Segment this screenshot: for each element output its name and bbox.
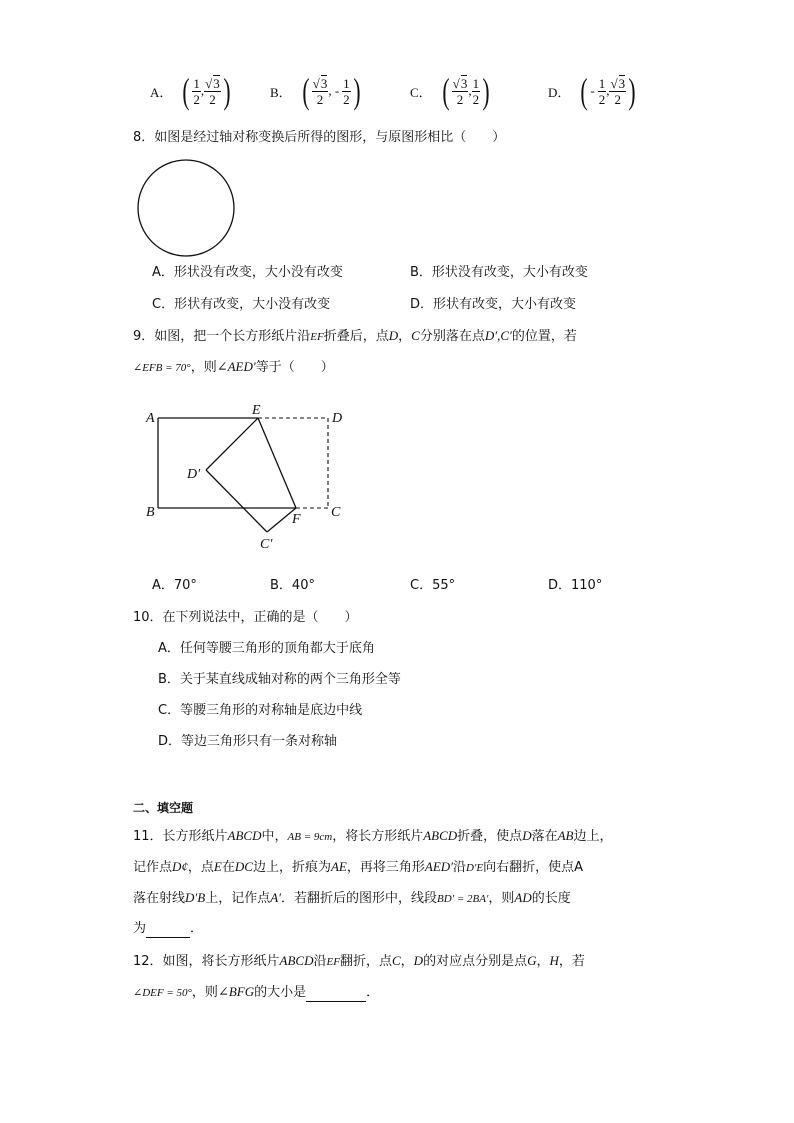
math: D¢: [172, 859, 188, 874]
text: ，点: [187, 860, 214, 875]
fraction: [192, 76, 201, 107]
right-paren: ): [482, 71, 490, 111]
math: D: [413, 953, 424, 968]
q9-option-d[interactable]: D．110°: [548, 578, 603, 593]
q7-option-b[interactable]: [270, 70, 363, 112]
math: C: [391, 953, 401, 968]
math-dc: D′,C′: [484, 328, 512, 343]
q9-option-a[interactable]: A．70°: [152, 578, 197, 593]
answer-blank[interactable]: [306, 987, 366, 1002]
right-paren: ): [353, 71, 361, 111]
minus-sign: -: [590, 83, 595, 98]
label-d: D: [332, 411, 343, 426]
numerator: √3: [312, 75, 328, 91]
q7-option-d[interactable]: [548, 70, 638, 112]
q8-option-b[interactable]: B．形状没有改变，大小有改变: [410, 265, 588, 280]
q10-option-b[interactable]: B．关于某直线成轴对称的两个三角形全等: [158, 672, 401, 687]
radicand: 3: [618, 75, 626, 91]
section-title: 二、填空题: [133, 801, 194, 815]
fraction: [342, 76, 351, 107]
q11-line2: [133, 858, 583, 877]
q7-option-a[interactable]: [150, 70, 233, 112]
text: ，: [398, 329, 412, 344]
text: 分别落在点: [419, 329, 485, 344]
text: ，则: [191, 985, 218, 1000]
text: 的长度: [531, 891, 571, 906]
numerator: 1: [193, 75, 200, 91]
left-paren: (: [442, 71, 450, 111]
text: 为: [133, 921, 147, 936]
circle-shape: [138, 160, 234, 256]
text: 12．如图，将长方形纸片: [133, 954, 280, 969]
text: ，再将三角形: [346, 860, 425, 875]
radicand: 3: [460, 75, 468, 91]
label-e: E: [252, 403, 261, 418]
comma: ,: [468, 83, 472, 98]
text: 落在: [531, 829, 558, 844]
math: A′: [270, 890, 282, 905]
option-letter: A．: [150, 84, 173, 100]
denominator: 2: [343, 91, 350, 107]
fraction: [609, 76, 626, 107]
comma: ,: [200, 83, 205, 98]
math: AB = 9cm: [287, 831, 333, 843]
math: EF: [326, 956, 340, 968]
fraction: [312, 76, 329, 107]
comma: ,: [328, 83, 335, 98]
fraction: [472, 76, 481, 107]
q8-circle-figure: [133, 158, 239, 260]
math: AE: [330, 859, 347, 874]
math-c: C: [411, 328, 420, 343]
math: AD: [514, 890, 532, 905]
option-letter: C．: [410, 84, 432, 100]
math: D′B: [185, 890, 206, 905]
q10-option-a[interactable]: A．任何等腰三角形的顶角都大于底角: [158, 641, 375, 656]
q8-stem: 8．如图是经过轴对称变换后所得的图形，与原图形相比（ ）: [133, 130, 506, 145]
comma: ,: [606, 83, 610, 98]
numerator: √3: [610, 75, 626, 91]
label-d-prime: D′: [187, 467, 201, 482]
math: ∠BFG: [217, 984, 255, 999]
text: 边上，: [573, 829, 613, 844]
math: BD′ = 2BA′: [437, 893, 489, 905]
label-b: B: [146, 505, 155, 520]
text: ，则: [190, 360, 217, 375]
numerator: √3: [452, 75, 468, 91]
q9-option-b[interactable]: B．40°: [270, 578, 315, 593]
math: AB: [557, 828, 574, 843]
q12-line2: [133, 983, 379, 1002]
label-c-prime: C′: [260, 537, 273, 552]
label-f: F: [292, 512, 301, 527]
left-paren: (: [580, 71, 588, 111]
denominator: 2: [614, 91, 622, 107]
math: AED′: [424, 859, 453, 874]
math: D: [522, 828, 532, 843]
denominator: 2: [316, 91, 324, 107]
math-d: D: [388, 328, 399, 343]
math-ask: ∠AED′: [216, 359, 256, 374]
math-ef: EF: [310, 331, 324, 343]
radicand: 3: [213, 75, 220, 91]
math: ABCD: [423, 828, 458, 843]
text: 折叠，使点: [457, 829, 523, 844]
denominator: 2: [598, 91, 606, 107]
q9-stem-line1: [133, 327, 577, 346]
text: 中，: [261, 829, 288, 844]
fraction: [452, 75, 472, 107]
text: 折叠后，点: [323, 329, 389, 344]
text: 9．如图，把一个长方形纸片沿: [133, 329, 311, 344]
q8-option-d[interactable]: D．形状有改变，大小有改变: [410, 297, 577, 312]
text: 记作点: [133, 860, 173, 875]
text: ．若翻折后的图形中，线段: [281, 891, 438, 906]
left-paren: (: [182, 71, 190, 111]
label-a: A: [146, 411, 155, 426]
text: 11．长方形纸片: [133, 829, 228, 844]
math: E: [213, 859, 222, 874]
folded-dc: [206, 470, 267, 532]
q11-line3: [133, 889, 571, 908]
text: ．: [366, 985, 380, 1000]
text: ，: [400, 954, 414, 969]
label-c: C: [331, 505, 341, 520]
left-paren: (: [302, 71, 310, 111]
folded-ed: [206, 418, 258, 470]
denominator: 2: [193, 91, 200, 107]
fraction: [204, 76, 221, 107]
text: 落在射线: [133, 891, 186, 906]
denominator: 2: [456, 91, 464, 107]
q9-fold-figure: [140, 398, 360, 558]
text: 的大小是: [254, 985, 307, 1000]
text: 向右翻折，使点A: [483, 860, 583, 875]
text: ，将长方形纸片: [332, 829, 424, 844]
radicand: 3: [320, 75, 328, 91]
q9-stem-line2: [133, 358, 334, 377]
text: ，若: [558, 954, 585, 969]
right-paren: ): [628, 71, 636, 111]
math: ABCD: [279, 953, 314, 968]
numerator: 1: [598, 75, 606, 91]
text: 翻折，点: [339, 954, 392, 969]
math: DC: [234, 859, 253, 874]
option-letter: D．: [548, 84, 571, 100]
q10-option-d[interactable]: D．等边三角形只有一条对称轴: [158, 734, 338, 749]
q11-line4: [133, 920, 203, 938]
option-letter: B．: [270, 84, 292, 100]
numerator: 1: [343, 75, 350, 91]
text: 的位置，若: [511, 329, 577, 344]
math: ABCD: [227, 828, 262, 843]
text: 边上，折痕为: [252, 860, 331, 875]
math-condition: ∠EFB = 70°: [133, 362, 191, 374]
fold-ef: [258, 418, 296, 508]
right-paren: ): [223, 71, 231, 111]
q10-stem: 10．在下列说法中，正确的是（ ）: [133, 610, 358, 625]
text: 等于（ ）: [255, 360, 334, 375]
math: ∠DEF = 50°: [133, 987, 192, 999]
text: ，则: [488, 891, 515, 906]
text: 的对应点分别是点: [423, 954, 528, 969]
text: ．: [190, 921, 204, 936]
math: D′E: [466, 862, 484, 874]
minus-sign: -: [334, 83, 340, 98]
text: 上，记作点: [205, 891, 271, 906]
q9-option-c[interactable]: C．55°: [410, 578, 456, 593]
numerator: 1: [472, 75, 480, 91]
q7-option-c[interactable]: [410, 70, 492, 112]
q10-option-c[interactable]: C．等腰三角形的对称轴是底边中线: [158, 703, 363, 718]
q12-line1: [133, 952, 585, 971]
q8-option-c[interactable]: C．形状有改变，大小没有改变: [152, 297, 331, 312]
text: 沿: [313, 954, 327, 969]
text: 在: [221, 860, 235, 875]
math: G: [527, 953, 537, 968]
fraction: [598, 75, 610, 107]
numerator: √3: [205, 75, 220, 91]
text: ，: [536, 954, 550, 969]
math: H: [549, 953, 559, 968]
denominator: 2: [209, 91, 216, 107]
denominator: 2: [472, 91, 480, 107]
text: 沿: [453, 860, 467, 875]
q11-line1: [133, 827, 613, 846]
q8-option-a[interactable]: A．形状没有改变，大小没有改变: [152, 265, 343, 280]
answer-blank[interactable]: [146, 923, 190, 938]
